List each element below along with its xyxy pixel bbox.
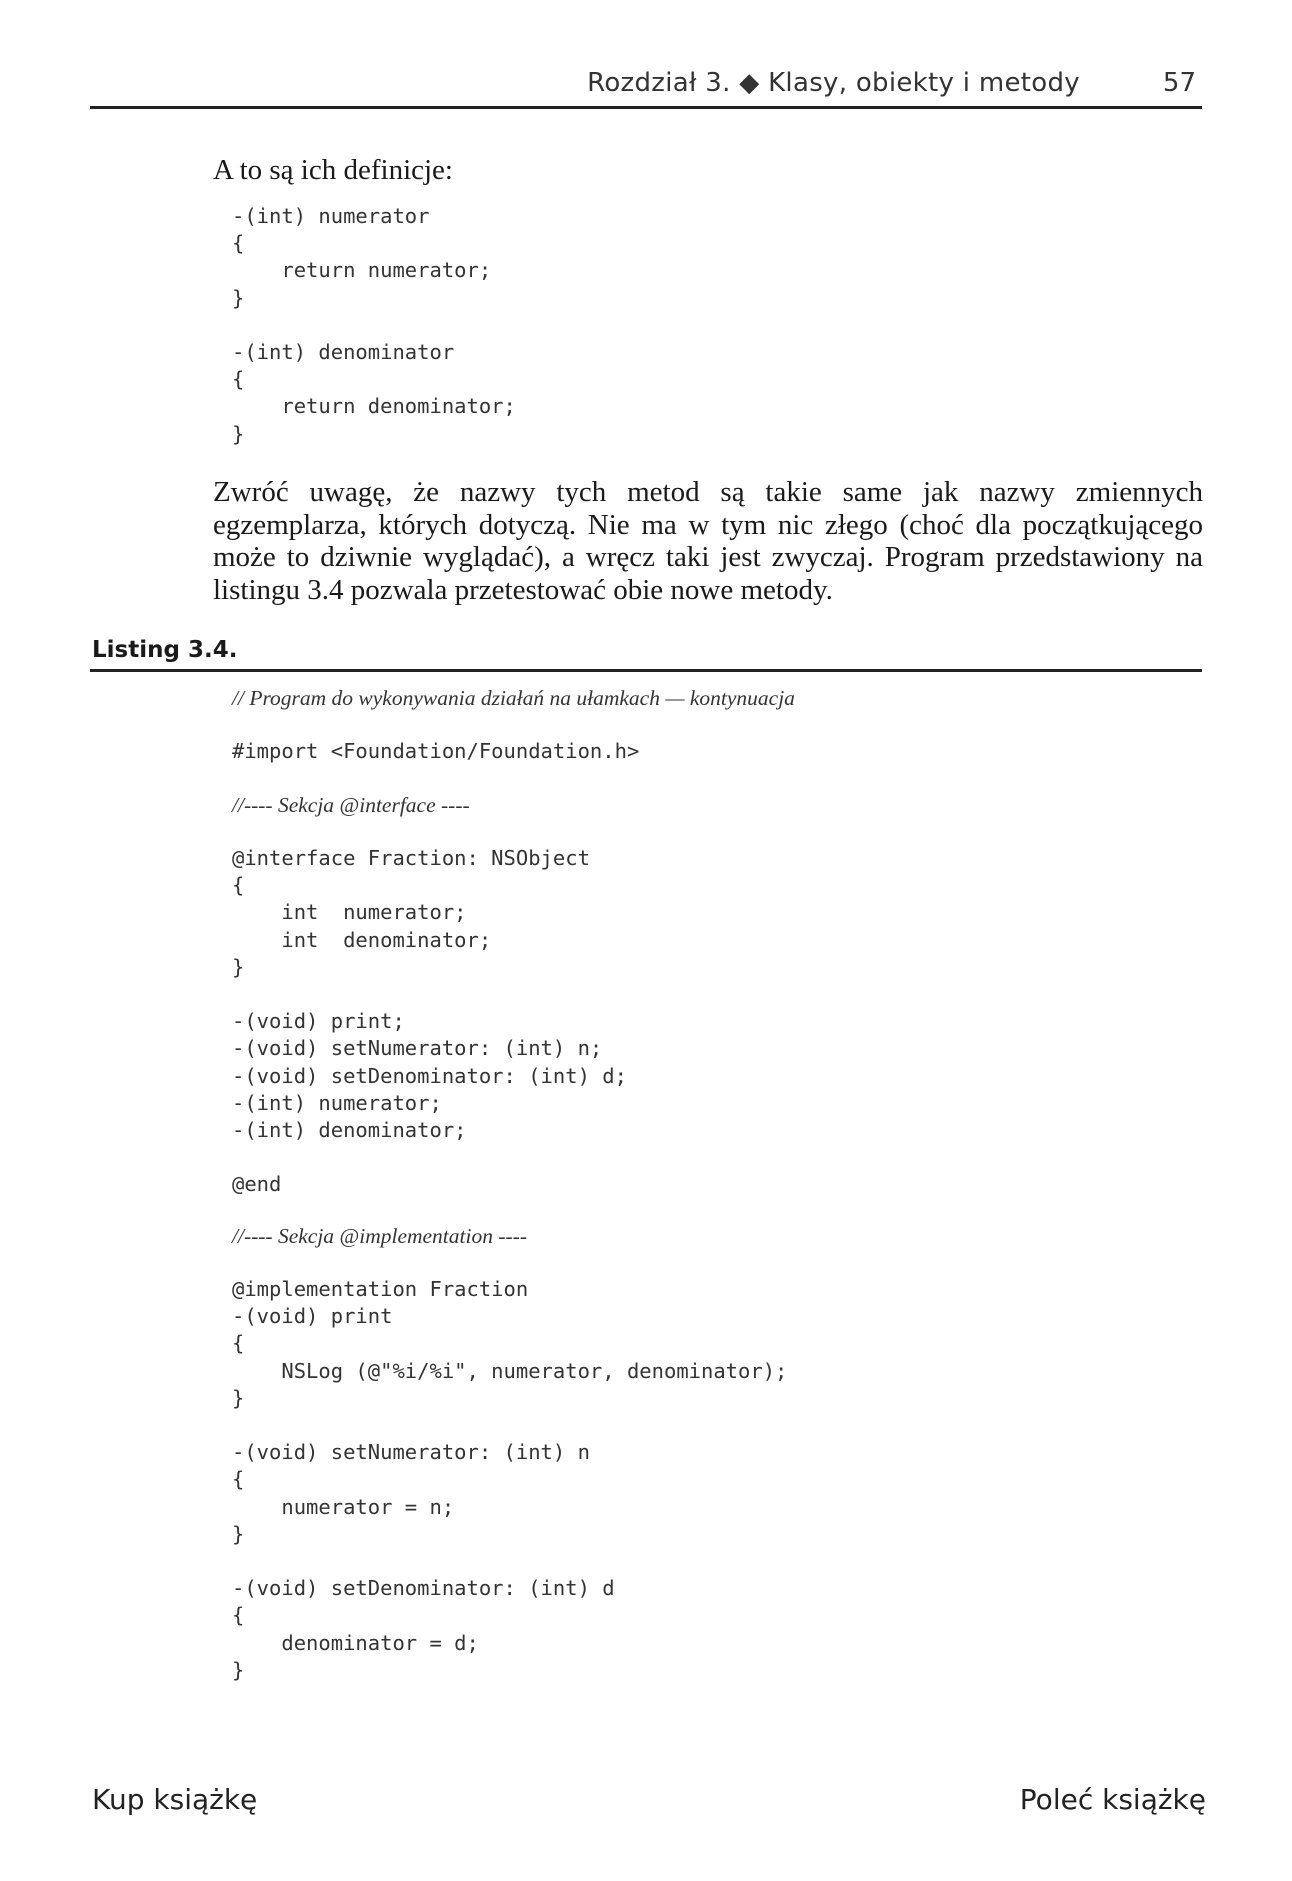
listing-comment-implementation: //---- Sekcja @implementation ----	[232, 1224, 527, 1248]
intro-text: A to są ich definicje:	[213, 154, 453, 186]
listing-label: Listing 3.4.	[92, 637, 238, 663]
listing-comment-program: // Program do wykonywania działań na ułamkach — kontynuacja	[232, 686, 795, 710]
listing-heading	[90, 637, 1202, 672]
recommend-book-link[interactable]: Poleć książkę	[1019, 1783, 1206, 1816]
chapter-title: Rozdział 3. ◆ Klasy, obiekty i metody	[587, 68, 1080, 98]
code-denominator-method: -(int) denominator { return denominator; }	[232, 340, 516, 446]
code-numerator-method: -(int) numerator { return numerator; }	[232, 204, 492, 310]
body-paragraph: Zwróć uwagę, że nazwy tych metod są takie same jak nazwy zmiennych egzemplarza, których dotyczą. Nie ma w tym nic złego (choć dla początkującego może to dziwnie wyglądać), a wręcz taki jest zwyczaj. Program przedstawiony na listingu 3.4 pozwala przetestować obie nowe metody.	[213, 476, 1203, 606]
buy-book-link[interactable]: Kup książkę	[92, 1783, 258, 1816]
page-number: 57	[1162, 68, 1196, 98]
listing-interface-code: @interface Fraction: NSObject { int numerator; int denominator; } -(void) print; -(void) setNumerator: (int) n; -(void) setDenominator: (int) d; -(int) numerator; -(int) denominator; @end	[232, 846, 627, 1197]
page-header	[90, 58, 1202, 109]
listing-import-line: #import <Foundation/Foundation.h>	[232, 739, 640, 763]
listing-implementation-code: @implementation Fraction -(void) print { NSLog (@"%i/%i", numerator, denominator); } -(void) setNumerator: (int) n { numerator = n; } -(void) setDenominator: (int) d { denominator = d; }	[232, 1277, 788, 1682]
listing-comment-interface: //---- Sekcja @interface ----	[232, 793, 470, 817]
